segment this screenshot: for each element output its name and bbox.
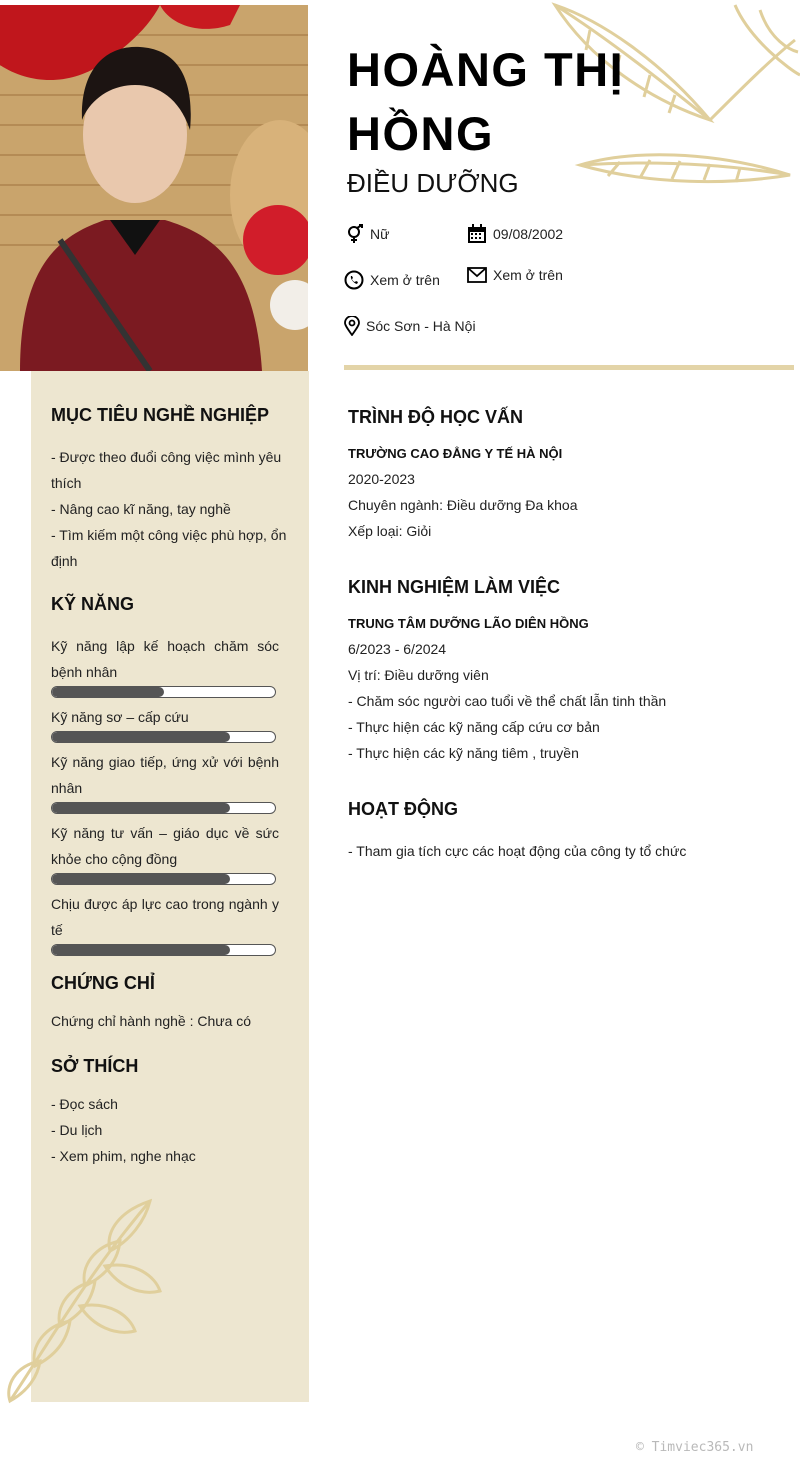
- education-title: TRÌNH ĐỘ HỌC VẤN: [348, 407, 523, 427]
- skills-title: KỸ NĂNG: [51, 594, 135, 614]
- skill-level-fill: [52, 945, 230, 955]
- education-grade: Xếp loại: Giỏi: [348, 523, 432, 539]
- birthday-value: 09/08/2002: [493, 226, 564, 242]
- header-divider: [344, 365, 794, 370]
- address-value: Sóc Sơn - Hà Nội: [366, 318, 476, 334]
- skill-level-fill: [52, 732, 230, 742]
- hobbies-section: [51, 1056, 291, 1169]
- watermark: © Timviec365.vn: [636, 1440, 754, 1455]
- skill-level-bar: [51, 944, 276, 956]
- hobby-item: - Đọc sách: [51, 1096, 118, 1112]
- skill-name: Chịu được áp lực cao trong ngành y tế: [51, 896, 279, 938]
- experience-task: - Chăm sóc người cao tuổi về thể chất lẫn tinh thần: [348, 693, 667, 709]
- email-value: Xem ở trên: [493, 267, 563, 283]
- full-name: [347, 38, 667, 166]
- location-pin-icon: [344, 316, 360, 336]
- experience-position: Vị trí: Điều dưỡng viên: [348, 667, 489, 683]
- address-row: [344, 316, 476, 336]
- education-period: 2020-2023: [348, 471, 415, 487]
- objective-item: - Nâng cao kĩ năng, tay nghề: [51, 501, 231, 517]
- hobby-item: - Xem phim, nghe nhạc: [51, 1148, 196, 1164]
- certificates-title: CHỨNG CHỈ: [51, 973, 155, 993]
- phone-icon: [344, 270, 364, 290]
- skill-name: Kỹ năng giao tiếp, ứng xử với bệnh nhân: [51, 754, 279, 796]
- activities-section: [348, 799, 788, 864]
- activities-title: HOẠT ĐỘNG: [348, 799, 458, 819]
- profile-photo: [0, 5, 308, 371]
- skill-level-fill: [52, 687, 164, 697]
- job-title: ĐIỀU DƯỠNG: [347, 168, 519, 198]
- hobby-item: - Du lịch: [51, 1122, 103, 1138]
- experience-task: - Thực hiện các kỹ năng cấp cứu cơ bản: [348, 719, 600, 735]
- school-name: TRƯỜNG CAO ĐẲNG Y TẾ HÀ NỘI: [348, 446, 563, 461]
- skills-section: [51, 594, 279, 962]
- birthday-row: [467, 224, 563, 244]
- phone-value: Xem ở trên: [370, 272, 440, 288]
- phone-row: [344, 270, 440, 290]
- objective-item: - Được theo đuổi công việc mình yêu thích: [51, 449, 282, 491]
- activity-item: - Tham gia tích cực các hoạt động của công ty tổ chức: [348, 843, 687, 859]
- skill-level-bar: [51, 686, 276, 698]
- experience-period: 6/2023 - 6/2024: [348, 641, 447, 657]
- skill-name: Kỹ năng tư vấn – giáo dục về sức khỏe cho cộng đồng: [51, 825, 279, 867]
- gender-value: Nữ: [370, 226, 390, 242]
- email-icon: [467, 267, 487, 283]
- skill-level-bar: [51, 731, 276, 743]
- gender-row: [344, 224, 389, 244]
- objective-item: - Tìm kiếm một công việc phù hợp, ổn định: [51, 527, 287, 569]
- email-row: [467, 267, 563, 283]
- skill-level-bar: [51, 873, 276, 885]
- skill-name: Kỹ năng lập kế hoạch chăm sóc bệnh nhân: [51, 638, 279, 680]
- name-line-2: HỒNG: [347, 107, 494, 160]
- skill-name: Kỹ năng sơ – cấp cứu: [51, 709, 189, 725]
- experience-section: [348, 577, 788, 766]
- name-line-1: HOÀNG THỊ: [347, 43, 625, 96]
- certificate-item: Chứng chỉ hành nghề : Chưa có: [51, 1013, 252, 1029]
- objective-section: [51, 405, 291, 574]
- hobbies-title: SỞ THÍCH: [51, 1056, 139, 1076]
- company-name: TRUNG TÂM DƯỠNG LÃO DIÊN HỒNG: [348, 616, 589, 631]
- objective-title: MỤC TIÊU NGHỀ NGHIỆP: [51, 405, 270, 425]
- gender-icon: [344, 224, 364, 244]
- skills-list: [51, 633, 279, 956]
- education-section: [348, 407, 788, 544]
- calendar-icon: [467, 224, 487, 244]
- skill-level-fill: [52, 874, 230, 884]
- skill-level-fill: [52, 803, 230, 813]
- certificates-section: [51, 973, 291, 1034]
- skill-level-bar: [51, 802, 276, 814]
- sidebar: [31, 371, 309, 1402]
- education-major: Chuyên ngành: Điều dưỡng Đa khoa: [348, 497, 578, 513]
- experience-task: - Thực hiện các kỹ năng tiêm , truyền: [348, 745, 579, 761]
- experience-title: KINH NGHIỆM LÀM VIỆC: [348, 577, 561, 597]
- leaf-decoration-bottom: [0, 1191, 200, 1411]
